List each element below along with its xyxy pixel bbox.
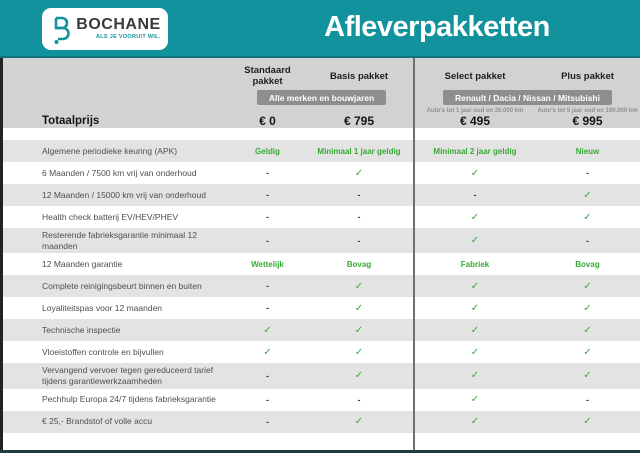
dash-select: -	[473, 190, 477, 200]
dash-standaard: -	[266, 190, 269, 200]
check-icon-select: ✓	[470, 235, 480, 247]
caption-select: Auto's tot 1 jaar oud en 20.000 km	[426, 107, 524, 114]
table-row	[0, 184, 640, 206]
page-left-edge	[0, 58, 3, 453]
table-row	[0, 275, 640, 297]
table-row	[0, 363, 640, 388]
check-icon-plus: ✓	[583, 346, 592, 358]
check-icon-plus: ✓	[583, 280, 592, 292]
totaalprijs-label: Totaalprijs	[42, 115, 100, 127]
check-icon-plus: ✓	[583, 302, 592, 314]
check-icon-select: ✓	[470, 302, 480, 314]
dash-standaard: -	[266, 281, 269, 292]
check-icon-select: ✓	[470, 211, 480, 223]
dash-plus: -	[586, 235, 589, 246]
dash-standaard: -	[266, 168, 269, 178]
badge-merken-select-plus: Renault / Dacia / Nissan / Mitsubishi	[443, 90, 612, 105]
table-row	[0, 411, 640, 433]
feature-label: 12 Maanden garantie	[42, 258, 123, 269]
table-row	[0, 206, 640, 228]
column-title-standaard: Standaard pakket	[244, 65, 291, 87]
check-icon-plus: ✓	[583, 189, 592, 201]
package-titles-row	[0, 65, 640, 87]
feature-label: Complete reinigingsbeurt binnen en buiten	[42, 280, 202, 291]
badge-alle-merken: Alle merken en bouwjaren	[257, 90, 386, 105]
bochane-logo	[42, 8, 168, 50]
column-title-select: Select pakket	[444, 70, 506, 82]
feature-label: Technische inspectie	[42, 324, 121, 335]
check-icon-standaard: ✓	[263, 346, 272, 358]
dash-standaard: -	[266, 394, 269, 405]
check-icon-plus: ✓	[583, 324, 592, 336]
dash-standaard: -	[266, 212, 269, 222]
check-icon-basis: ✓	[354, 167, 364, 179]
feature-label: Vloeistoffen controle en bijvullen	[42, 346, 164, 357]
check-icon-basis: ✓	[354, 346, 364, 358]
brand-badges-row	[0, 90, 640, 105]
value-select: Fabriek	[460, 259, 490, 269]
feature-label: Resterende fabrieksgarantie minimaal 12 maanden	[42, 230, 197, 251]
dash-standaard: -	[266, 303, 269, 314]
value-select: Minimaal 2 jaar geldig	[433, 146, 517, 156]
feature-table	[0, 140, 640, 433]
feature-label: € 25,- Brandstof of volle accu	[42, 416, 153, 427]
check-icon-basis: ✓	[354, 302, 364, 314]
dash-basis: -	[357, 235, 361, 246]
check-icon-basis: ✓	[354, 370, 364, 382]
package-captions-row	[0, 107, 640, 114]
check-icon-select: ✓	[470, 280, 480, 292]
page-title: Afleverpakketten	[324, 11, 550, 43]
table-row	[0, 253, 640, 275]
table-row	[0, 341, 640, 363]
column-title-plus: Plus pakket	[561, 70, 614, 82]
table-row	[0, 162, 640, 184]
bochane-b-icon	[49, 13, 71, 45]
check-icon-select: ✓	[470, 324, 480, 336]
check-icon-basis: ✓	[354, 280, 364, 292]
feature-label: Algemene periodieke keuring (APK)	[42, 145, 178, 156]
value-plus: Nieuw	[575, 146, 600, 156]
feature-label: Health check batterij EV/HEV/PHEV	[42, 211, 179, 222]
check-icon-select: ✓	[470, 370, 480, 382]
logo-name: BOCHANE	[76, 16, 161, 34]
header-bar	[0, 0, 640, 58]
check-icon-select: ✓	[470, 346, 480, 358]
feature-label: Loyaliteitspas voor 12 maanden	[42, 302, 163, 313]
column-title-basis: Basis pakket	[329, 70, 389, 82]
table-row	[0, 140, 640, 162]
feature-label: Pechhulp Europa 24/7 tijdens fabrieksgarantie	[42, 394, 216, 405]
caption-plus: Auto's tot 5 jaar oud en 100.000 km	[537, 107, 638, 114]
logo-text	[76, 17, 160, 41]
dash-standaard: -	[266, 416, 269, 427]
check-icon-basis: ✓	[354, 416, 364, 427]
table-row	[0, 297, 640, 319]
check-icon-standaard: ✓	[263, 324, 272, 336]
price-plus: € 995	[572, 114, 603, 128]
check-icon-plus: ✓	[583, 416, 592, 427]
value-plus: Bovag	[575, 259, 600, 269]
dash-standaard: -	[266, 370, 269, 381]
table-row	[0, 389, 640, 411]
check-icon-select: ✓	[470, 167, 480, 179]
check-icon-plus: ✓	[583, 370, 592, 382]
dash-basis: -	[357, 394, 361, 405]
check-icon-basis: ✓	[354, 324, 364, 336]
value-standaard: Wettelijk	[251, 259, 284, 269]
dash-plus: -	[586, 394, 589, 405]
check-icon-select: ✓	[470, 394, 480, 405]
price-select: € 495	[459, 114, 491, 128]
price-basis: € 795	[343, 114, 375, 128]
value-basis: Bovag	[346, 259, 372, 269]
check-icon-plus: ✓	[583, 211, 592, 223]
feature-label: 12 Maanden / 15000 km vrij van onderhoud	[42, 189, 206, 200]
column-group-divider	[413, 58, 415, 450]
dash-basis: -	[357, 212, 361, 222]
feature-label: 6 Maanden / 7500 km vrij van onderhoud	[42, 167, 197, 178]
value-basis: Minimaal 1 jaar geldig	[317, 146, 401, 156]
value-standaard: Geldig	[255, 146, 280, 156]
dash-standaard: -	[266, 235, 269, 246]
dash-basis: -	[357, 190, 361, 200]
feature-label: Vervangend vervoer tegen gereduceerd tarief tijdens garantiewerkzaamheden	[42, 365, 214, 386]
dash-plus: -	[586, 168, 589, 178]
table-row	[0, 319, 640, 341]
check-icon-select: ✓	[470, 416, 480, 427]
logo-tagline: ALS JE VOORUIT WIL.	[96, 34, 161, 41]
pricing-header-band	[0, 58, 640, 128]
total-price-row	[0, 114, 640, 128]
table-row	[0, 228, 640, 253]
price-standaard: € 0	[259, 114, 276, 128]
